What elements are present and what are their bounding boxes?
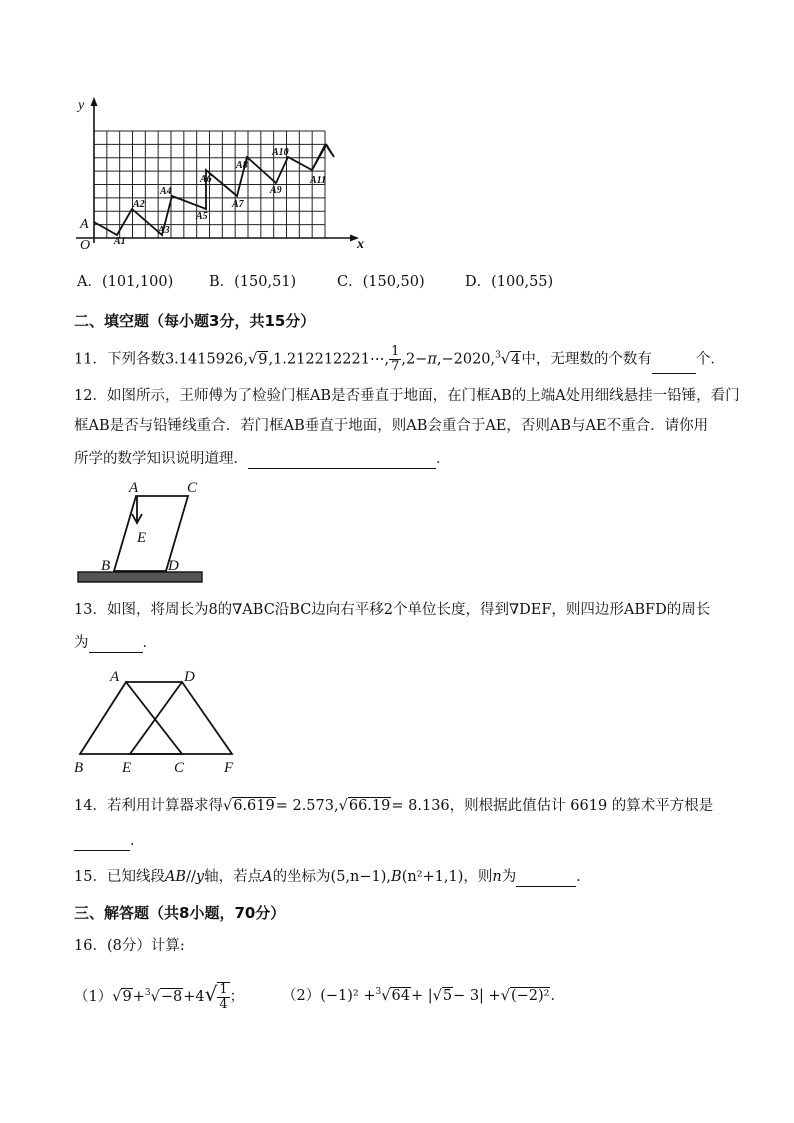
q14-line1: 14．若利用计算器求得√6.619= 2.573,√66.19= 8.136，则根据此值估计 6619 的算术平方根是 bbox=[74, 798, 714, 814]
q12-answer-blank[interactable] bbox=[248, 448, 436, 469]
y-axis-label: y bbox=[78, 98, 85, 113]
q11-answer-blank[interactable] bbox=[652, 353, 696, 374]
point-label-a7: A7 bbox=[232, 199, 244, 210]
label-f: F bbox=[224, 760, 234, 776]
q12-line3: 所学的数学知识说明道理． ． bbox=[74, 448, 451, 469]
label-b: B bbox=[101, 558, 111, 574]
origin-label: O bbox=[80, 238, 91, 253]
y-axis-arrow bbox=[91, 97, 98, 106]
point-label-a1: A1 bbox=[114, 236, 126, 247]
q16-part1: （1）√9+$^3$√−8+4√ $\frac{1}{4}$ ； bbox=[74, 982, 245, 1012]
point-label-a5: A5 bbox=[196, 211, 208, 222]
q13-translation-figure bbox=[70, 664, 240, 776]
grid-figure bbox=[72, 95, 372, 255]
label-b: B bbox=[74, 760, 84, 776]
point-label-a2: A2 bbox=[133, 199, 145, 210]
point-label-a10: A10 bbox=[272, 147, 289, 158]
option-a[interactable]: A．(101,100) bbox=[77, 274, 174, 290]
q16-part2: （2）(−1)² +$^3$√64+ |√5− 3| +√(−2)²． bbox=[282, 987, 565, 1004]
point-label-a11: A11 bbox=[310, 175, 327, 186]
q12-line2: 框AB是否与铅锤线重合．若门框AB垂直于地面，则AB会重合于AE，否则AB与AE不重合．请你用 bbox=[74, 418, 709, 434]
option-d[interactable]: D．(100,55) bbox=[465, 274, 554, 290]
label-a: A bbox=[110, 669, 120, 685]
triangle-abc bbox=[80, 682, 182, 754]
q13-line1: 13．如图，将周长为8的∇ABC沿BC边向右平移2个单位长度，得到∇DEF，则四边形ABFD的周长 bbox=[74, 602, 711, 618]
label-e: E bbox=[122, 760, 132, 776]
q15-answer-blank[interactable] bbox=[516, 866, 576, 887]
q13-line2: 为 ． bbox=[74, 632, 157, 653]
label-e: E bbox=[137, 530, 147, 546]
start-point-label: A bbox=[80, 217, 89, 232]
label-d: D bbox=[168, 558, 179, 574]
fraction-1-7: $\frac{1}{7}$ bbox=[391, 344, 400, 374]
q15: 15．已知线段AB//y轴，若点A的坐标为(5,n−1),B(n²+1,1)，则n为 ． bbox=[74, 866, 591, 887]
section3-title: 三、解答题（共8小题，70分） bbox=[74, 904, 286, 922]
option-b[interactable]: B．(150,51) bbox=[209, 274, 297, 290]
section2-title: 二、填空题（每小题3分，共15分） bbox=[74, 312, 316, 330]
label-a: A bbox=[129, 480, 139, 496]
x-axis-label: x bbox=[357, 237, 364, 252]
label-c: C bbox=[174, 760, 185, 776]
q12-door-frame-figure bbox=[74, 478, 209, 590]
q14-line2: ． bbox=[74, 830, 145, 851]
point-label-a6: A6 bbox=[200, 174, 212, 185]
q12-line1: 12．如图所示，王师傅为了检验门框AB是否垂直于地面，在门框AB的上端A处用细线悬挂一铅锤，看门 bbox=[74, 388, 740, 404]
q11: 11．下列各数3.1415926,√9,1.212212221⋯, $\frac{1}{7}$ ,2−π,−2020,$^3$√4中，无理数的个数有 个． bbox=[74, 344, 725, 374]
q14-answer-blank[interactable] bbox=[74, 830, 130, 851]
point-label-a4: A4 bbox=[160, 186, 172, 197]
point-label-a9: A9 bbox=[270, 185, 282, 196]
triangle-def bbox=[130, 682, 232, 754]
point-label-a3: A3 bbox=[158, 225, 170, 236]
label-d: D bbox=[184, 669, 195, 685]
label-c: C bbox=[187, 480, 198, 496]
q16-head: 16．(8分）计算: bbox=[74, 938, 185, 954]
point-label-a8: A8 bbox=[236, 160, 248, 171]
option-c[interactable]: C．(150,50) bbox=[337, 274, 425, 290]
fraction-1-4: $\frac{1}{4}$ bbox=[219, 982, 228, 1012]
q13-answer-blank[interactable] bbox=[89, 632, 143, 653]
ground bbox=[78, 572, 202, 582]
